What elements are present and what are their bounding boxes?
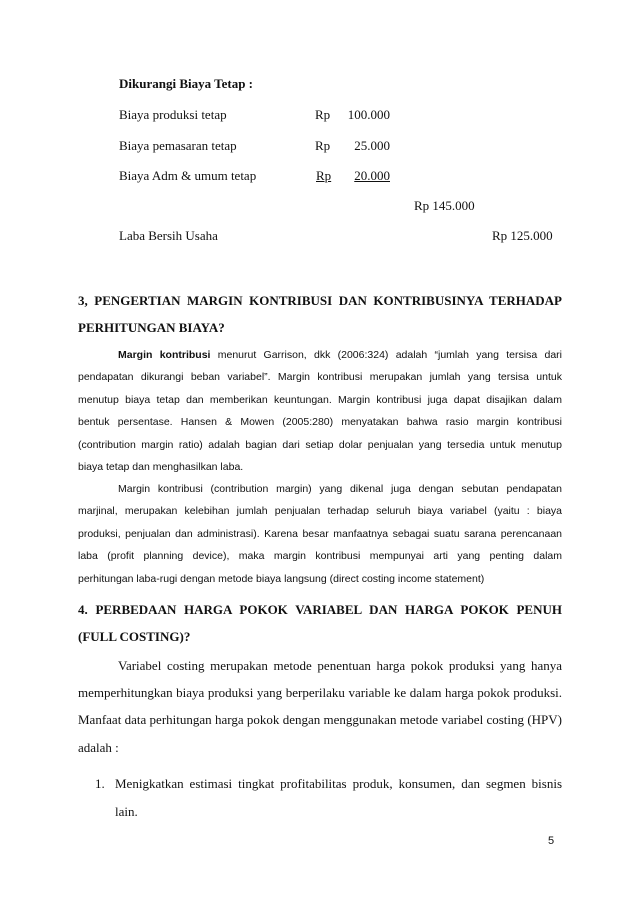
section4-heading (78, 596, 562, 650)
paragraph-line (78, 344, 562, 366)
bold-term: Margin kontribusi (118, 349, 211, 361)
paragraph-text: menurut Garrison, dkk (2006:324) adalah “jumlah yang tersisa dari (210, 349, 562, 361)
list-item-number: 1. (95, 776, 105, 791)
net-profit-label: Laba Bersih Usaha (119, 228, 218, 243)
paragraph-line: biaya tetap dan menghasilkan laba. (78, 460, 244, 473)
cost-row-amount: 20.000 (354, 168, 390, 183)
section3-heading (78, 287, 562, 341)
paragraph-line: adalah : (78, 739, 119, 755)
paragraph-line: bentuk persentase. Hansen & Mowen (2005:280) menyatakan bahwa rasio margin kontribusi (78, 416, 562, 429)
cost-row-label: Biaya pemasaran tetap (119, 138, 237, 153)
benefit-list (95, 770, 562, 826)
paragraph-line: (contribution margin ratio) adalah bagian dari setiap dolar penjualan yang tersedia untuk menutup (78, 438, 562, 451)
paragraph-line: produksi, penjualan dan administrasi). Karena besar manfaatnya sebagai suatu sarana perencanaan (78, 527, 562, 540)
cost-row-amount: 100.000 (347, 107, 390, 122)
cost-section-heading: Dikurangi Biaya Tetap : (119, 76, 254, 91)
cost-row-label: Biaya Adm & umum tetap (119, 168, 257, 183)
section4-heading-line2: (FULL COSTING)? (78, 629, 191, 644)
section3-paragraph2 (78, 478, 562, 590)
paragraph-line: laba (profit planning device), maka margin kontribusi mempunyai arti yang penting dalam (78, 550, 562, 563)
section4-heading-line1: 4. PERBEDAAN HARGA POKOK VARIABEL DAN HARGA POKOK PENUH (78, 602, 562, 617)
cost-row-currency: Rp (315, 107, 331, 122)
paragraph-line: pendapatan dikurangi beban variabel”. Margin kontribusi merupakan jumlah yang tersisa untuk (78, 371, 562, 384)
list-item-continuation: lain. (115, 804, 138, 819)
cost-subtotal: Rp 145.000 (414, 198, 475, 213)
paragraph-line: memperhitungkan biaya produksi yang berperilaku variable ke dalam harga pokok produksi. (78, 685, 562, 701)
paragraph-line: Variabel costing merupakan metode penentuan harga pokok produksi yang hanya (118, 658, 562, 673)
list-item-text: Menigkatkan estimasi tingkat profitabilitas produk, konsumen, dan segmen bisnis (115, 776, 562, 791)
net-profit-value: Rp 125.000 (492, 228, 553, 243)
paragraph-line: marjinal, merupakan kelebihan jumlah penjualan terhadap seluruh biaya variabel (yaitu : biaya (78, 505, 562, 518)
page-number: 5 (548, 835, 555, 847)
cost-row-currency: Rp (315, 138, 331, 153)
section3-heading-line1: 3, PENGERTIAN MARGIN KONTRIBUSI DAN KONTRIBUSINYA TERHADAP (78, 293, 562, 308)
paragraph-line: Margin kontribusi (contribution margin) yang dikenal juga dengan sebutan pendapatan (118, 483, 562, 495)
cost-row-amount: 25.000 (354, 138, 390, 153)
paragraph-line: perhitungan laba-rugi dengan metode biaya langsung (direct costing income statement) (78, 572, 485, 585)
cost-row-label: Biaya produksi tetap (119, 107, 227, 122)
cost-row-currency-text: Rp (316, 168, 332, 183)
section3-paragraph1 (78, 344, 562, 478)
list-item (95, 770, 562, 798)
section3-heading-line2: PERHITUNGAN BIAYA? (78, 320, 225, 335)
section4-paragraph (78, 652, 562, 761)
paragraph-line: Manfaat data perhitungan harga pokok dengan menggunakan metode variabel costing (HPV) (78, 712, 562, 728)
paragraph-line: menutup biaya tetap dan memberikan keuntungan. Margin kontribusi juga dapat disajikan dalam (78, 393, 562, 406)
